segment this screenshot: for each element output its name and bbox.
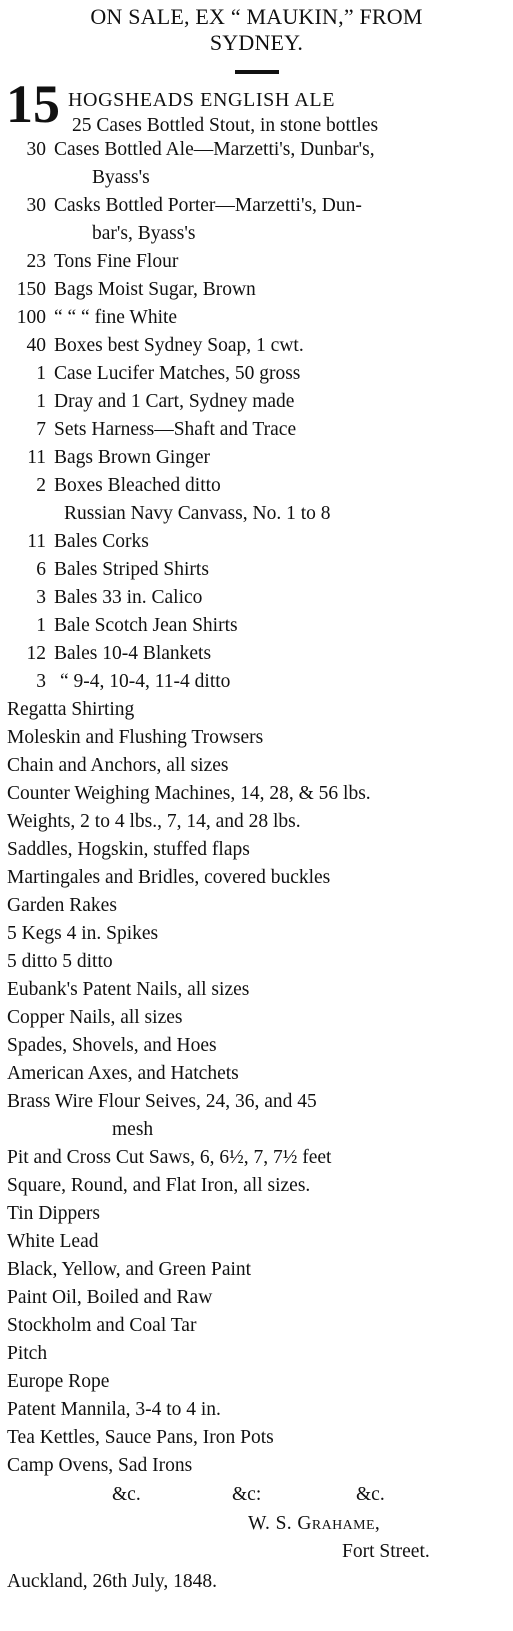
item-row — [0, 248, 513, 276]
item-quantity: 11 — [27, 531, 46, 552]
item-row — [0, 976, 513, 1004]
item-row — [0, 192, 513, 220]
item-quantity: 11 — [27, 447, 46, 468]
item-row — [0, 668, 513, 696]
item-description: Bags Brown Ginger — [54, 447, 210, 468]
signature-name-row — [0, 1510, 513, 1538]
item-quantity: 100 — [16, 307, 46, 328]
dateline: Auckland, 26th July, 1848. — [7, 1571, 217, 1592]
lead-item — [0, 74, 513, 136]
item-description: Boxes Bleached ditto — [54, 475, 221, 496]
item-description: Cases Bottled Ale—Marzetti's, Dunbar's, — [54, 139, 375, 160]
item-row — [0, 276, 513, 304]
item-description: Tons Fine Flour — [54, 251, 179, 272]
item-description: Bales Striped Shirts — [54, 559, 209, 580]
heading-line-1: ON SALE, EX “ MAUKIN,” FROM — [90, 4, 423, 29]
item-description: Black, Yellow, and Green Paint — [7, 1259, 252, 1280]
item-description: Copper Nails, all sizes — [7, 1007, 183, 1028]
lead-quantity: 15 — [6, 74, 60, 134]
item-description: Counter Weighing Machines, 14, 28, & 56 lbs. — [7, 783, 371, 804]
item-quantity: 30 — [26, 195, 46, 216]
item-row — [0, 948, 513, 976]
second-item-text: 25 Cases Bottled Stout, in stone bottles — [72, 115, 379, 136]
item-description: White Lead — [7, 1231, 99, 1252]
item-quantity: 150 — [16, 279, 46, 300]
item-row — [0, 388, 513, 416]
item-row — [0, 780, 513, 808]
item-row — [0, 640, 513, 668]
signature-street-row — [0, 1538, 513, 1568]
item-description: Paint Oil, Boiled and Raw — [7, 1287, 213, 1308]
dateline-row — [0, 1568, 513, 1598]
item-description: Spades, Shovels, and Hoes — [7, 1035, 217, 1056]
item-description: Saddles, Hogskin, stuffed flaps — [7, 839, 250, 860]
item-row — [0, 1200, 513, 1228]
item-description: “ “ “ fine White — [54, 307, 178, 328]
item-description: Brass Wire Flour Seives, 24, 36, and 45 — [7, 1091, 317, 1112]
item-description: Tea Kettles, Sauce Pans, Iron Pots — [7, 1427, 274, 1448]
item-row — [0, 164, 513, 192]
heading-line-2: SYDNEY. — [209, 30, 304, 55]
item-row — [0, 1088, 513, 1116]
item-row — [0, 1144, 513, 1172]
item-row — [0, 1340, 513, 1368]
item-row — [0, 864, 513, 892]
item-description: Casks Bottled Porter—Marzetti's, Dun- — [54, 195, 362, 216]
item-description: bar's, Byass's — [92, 223, 196, 244]
item-quantity: 3 — [36, 671, 46, 692]
item-description: Dray and 1 Cart, Sydney made — [54, 391, 295, 412]
etcetera-3: &c. — [356, 1484, 385, 1505]
item-quantity: 1 — [36, 615, 46, 636]
item-quantity: 30 — [26, 139, 46, 160]
item-description: Martingales and Bridles, covered buckles — [7, 867, 331, 888]
item-description: Bale Scotch Jean Shirts — [54, 615, 238, 636]
item-row — [0, 1284, 513, 1312]
item-description: Byass's — [92, 167, 150, 188]
item-row — [0, 808, 513, 836]
item-row — [0, 332, 513, 360]
item-row — [0, 612, 513, 640]
item-description: Pitch — [7, 1343, 48, 1364]
item-description: Regatta Shirting — [7, 699, 135, 720]
item-row — [0, 920, 513, 948]
item-description: 5 Kegs 4 in. Spikes — [7, 923, 159, 944]
item-quantity: 6 — [36, 559, 46, 580]
item-description: Camp Ovens, Sad Irons — [7, 1455, 193, 1476]
item-row — [0, 472, 513, 500]
item-row — [0, 500, 513, 528]
item-description: American Axes, and Hatchets — [7, 1063, 239, 1084]
item-row — [0, 1368, 513, 1396]
item-description: Tin Dippers — [7, 1203, 101, 1224]
item-row — [0, 416, 513, 444]
etcetera-2: &c: — [232, 1484, 262, 1505]
item-row — [0, 696, 513, 724]
item-description: Square, Round, and Flat Iron, all sizes. — [7, 1175, 311, 1196]
item-quantity: 1 — [36, 391, 46, 412]
item-description: Russian Navy Canvass, No. 1 to 8 — [64, 503, 331, 524]
item-description: Patent Mannila, 3-4 to 4 in. — [7, 1399, 221, 1420]
item-description: 5 ditto 5 ditto — [7, 951, 113, 972]
item-quantity: 40 — [26, 335, 46, 356]
item-quantity: 3 — [36, 587, 46, 608]
item-list — [0, 136, 513, 1480]
item-row — [0, 1228, 513, 1256]
item-quantity: 23 — [26, 251, 46, 272]
etcetera-row — [0, 1480, 513, 1510]
item-description: Sets Harness—Shaft and Trace — [54, 419, 297, 440]
item-row — [0, 1396, 513, 1424]
item-row — [0, 1172, 513, 1200]
item-description: Weights, 2 to 4 lbs., 7, 14, and 28 lbs. — [7, 811, 301, 832]
item-row — [0, 724, 513, 752]
item-description: Bales 33 in. Calico — [54, 587, 203, 608]
item-row — [0, 1116, 513, 1144]
item-row — [0, 220, 513, 248]
item-row — [0, 1452, 513, 1480]
item-row — [0, 304, 513, 332]
item-quantity: 7 — [36, 419, 46, 440]
item-row — [0, 1004, 513, 1032]
item-row — [0, 360, 513, 388]
heading-rule — [235, 70, 279, 74]
item-description: Boxes best Sydney Soap, 1 cwt. — [54, 335, 304, 356]
item-row — [0, 752, 513, 780]
item-row — [0, 584, 513, 612]
lead-item-text: HOGSHEADS ENGLISH ALE — [68, 89, 336, 111]
item-quantity: 12 — [26, 643, 46, 664]
item-quantity: 2 — [36, 475, 46, 496]
item-row — [0, 1312, 513, 1340]
item-description: Pit and Cross Cut Saws, 6, 6½, 7, 7½ feet — [7, 1147, 332, 1168]
item-description: Eubank's Patent Nails, all sizes — [7, 979, 250, 1000]
item-row — [0, 444, 513, 472]
item-description: Case Lucifer Matches, 50 gross — [54, 363, 301, 384]
item-description: Garden Rakes — [7, 895, 117, 916]
item-description: Moleskin and Flushing Trowsers — [7, 727, 264, 748]
etcetera-1: &c. — [112, 1484, 141, 1505]
item-description: Bales 10-4 Blankets — [54, 643, 212, 664]
item-description: Stockholm and Coal Tar — [7, 1315, 197, 1336]
item-description: Chain and Anchors, all sizes — [7, 755, 229, 776]
item-row — [0, 1032, 513, 1060]
item-row — [0, 1060, 513, 1088]
item-quantity: 1 — [36, 363, 46, 384]
item-row — [0, 556, 513, 584]
item-description: Europe Rope — [7, 1371, 110, 1392]
item-row — [0, 528, 513, 556]
item-description: Bales Corks — [54, 531, 149, 552]
signature-name: W. S. Grahame, — [248, 1513, 381, 1534]
signature-street: Fort Street. — [342, 1541, 430, 1562]
item-description: mesh — [112, 1119, 154, 1140]
item-description: “ 9-4, 10-4, 11-4 ditto — [60, 671, 231, 692]
item-description: Bags Moist Sugar, Brown — [54, 279, 256, 300]
item-row — [0, 892, 513, 920]
item-row — [0, 1424, 513, 1452]
item-row — [0, 1256, 513, 1284]
item-row — [0, 836, 513, 864]
item-row — [0, 136, 513, 164]
